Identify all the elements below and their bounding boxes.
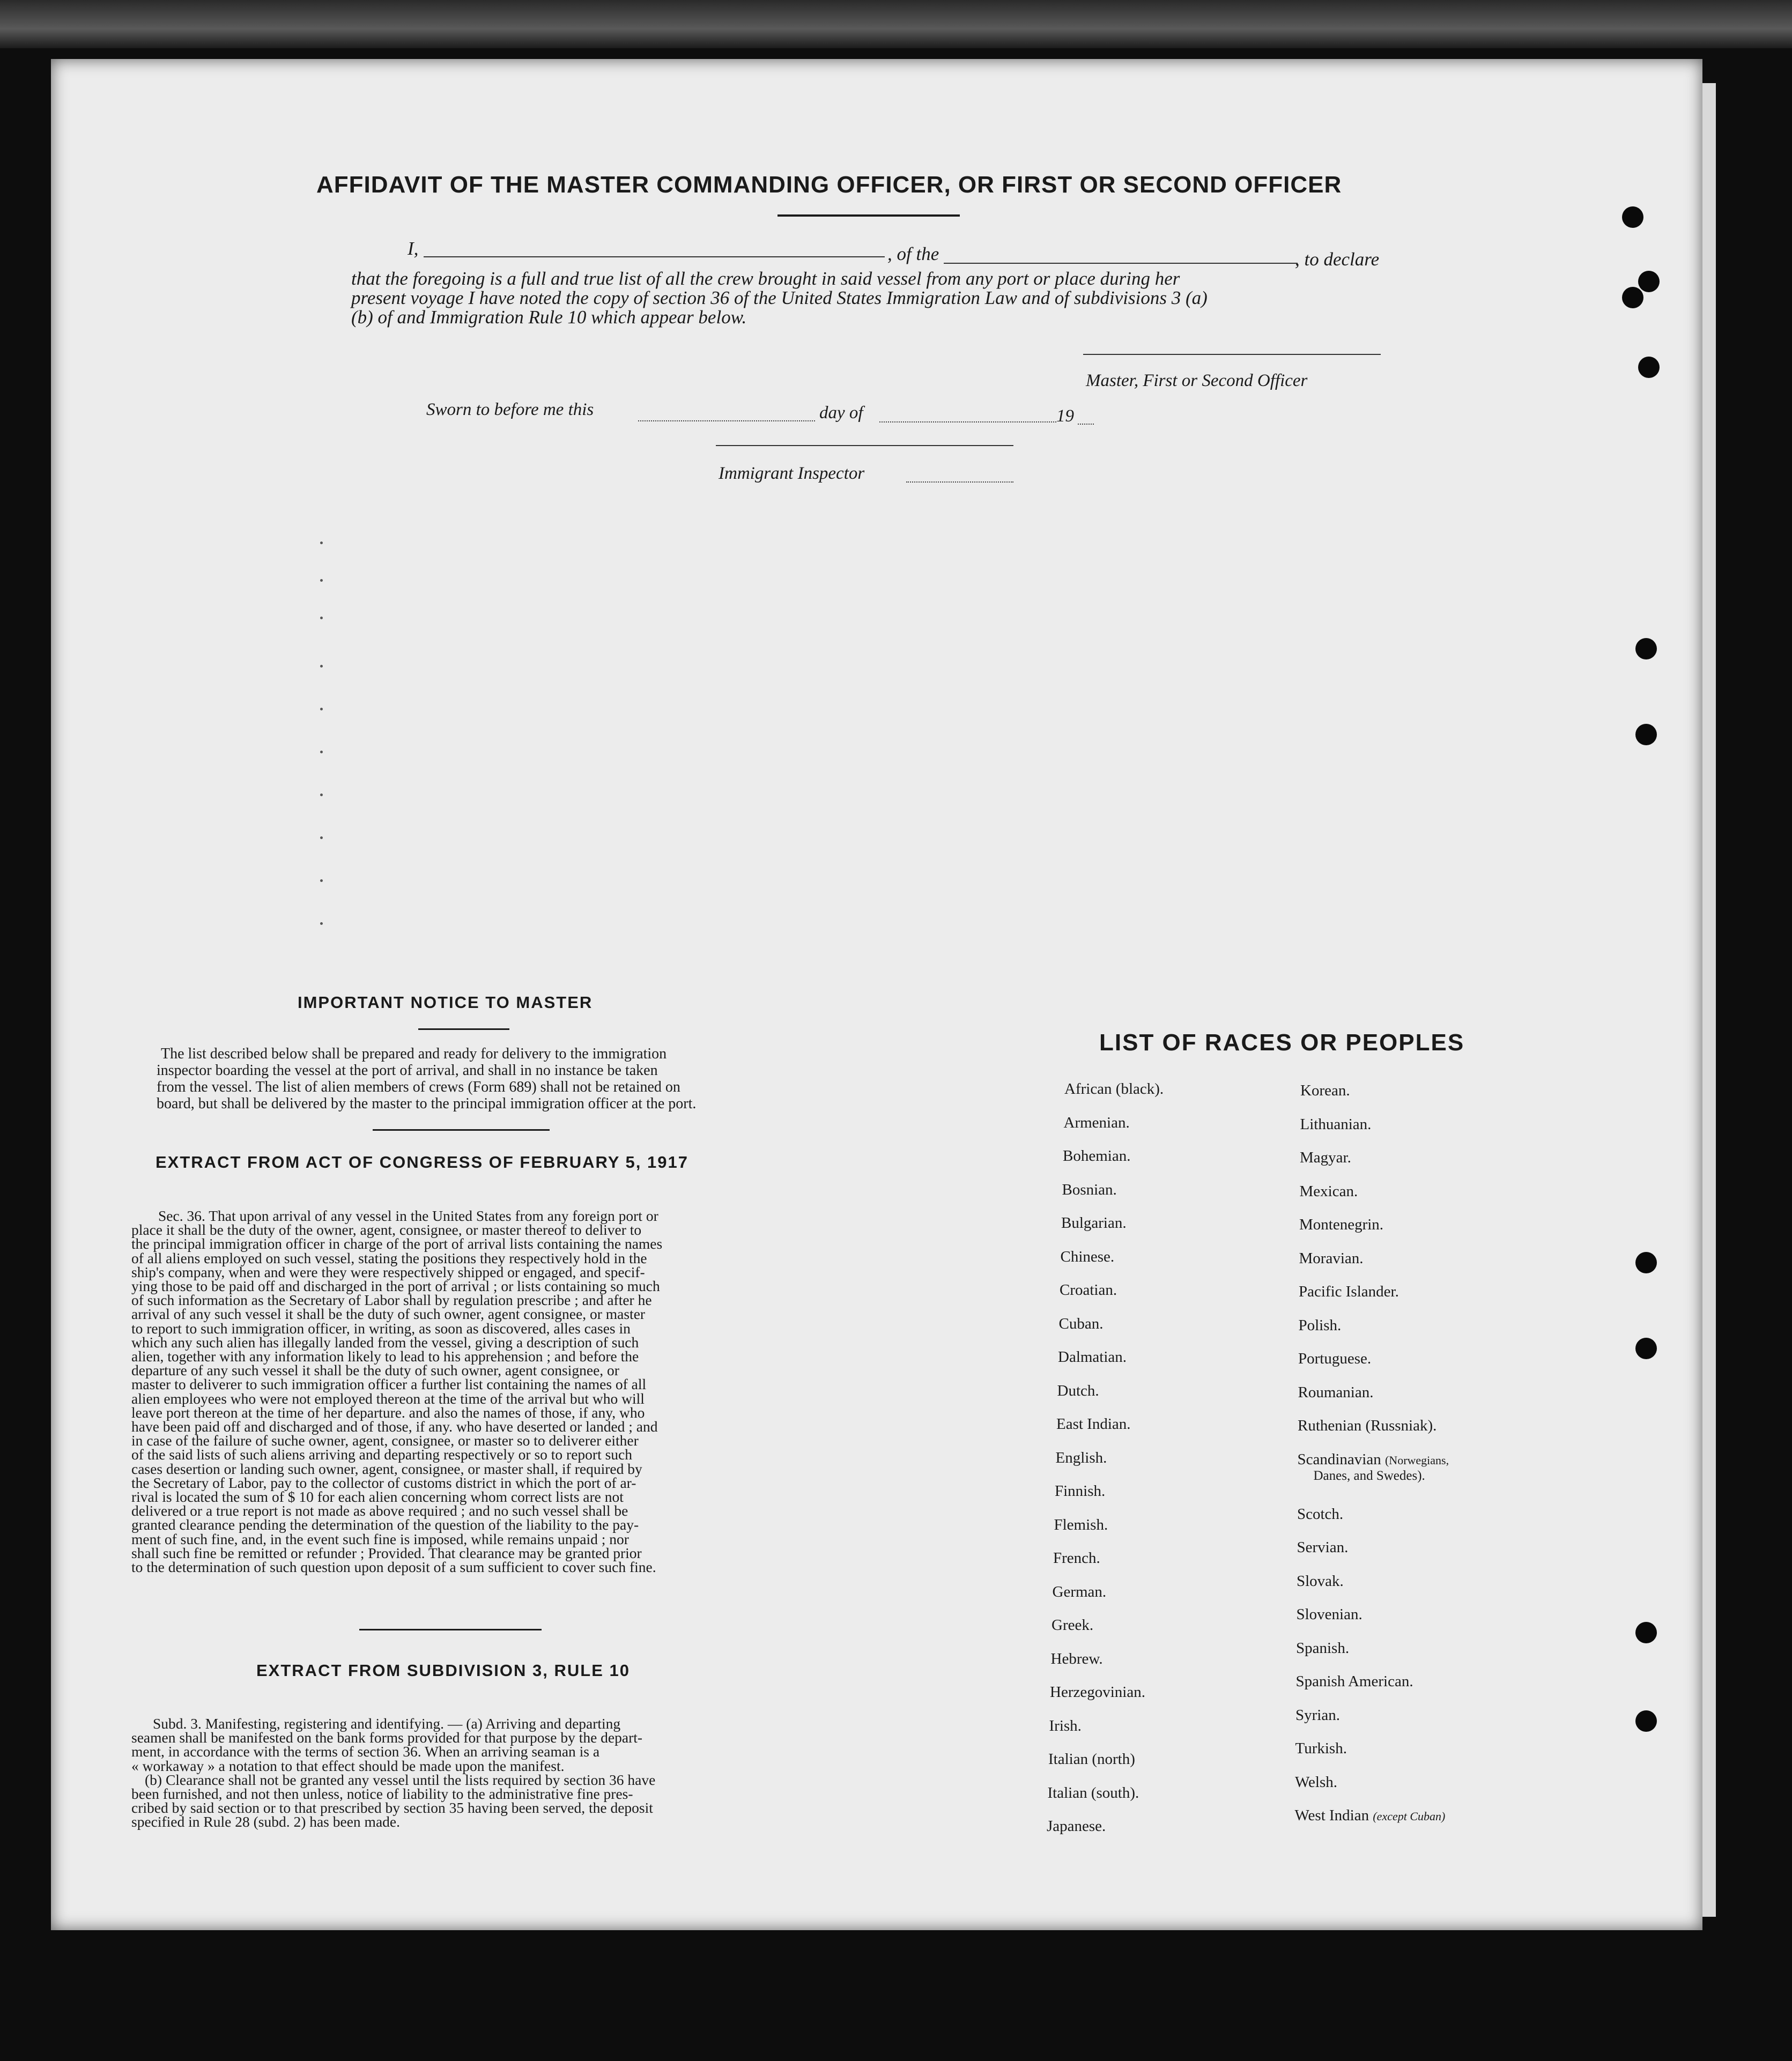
race-label: Lithuanian. bbox=[1300, 1115, 1372, 1133]
race-label: Montenegrin. bbox=[1299, 1216, 1384, 1233]
act-line: the Secretary of Labor, pay to the collector of customs district in which the port of ar- bbox=[131, 1474, 636, 1491]
race-item: Hebrew. bbox=[1050, 1650, 1103, 1667]
act-line: Sec. 36. That upon arrival of any vessel in the United States from any foreign port or bbox=[158, 1207, 658, 1224]
signature-line[interactable] bbox=[1083, 354, 1381, 355]
rule-line: been furnished, and not then unless, notice of liability to the administrative fine pres- bbox=[131, 1785, 633, 1803]
affidavit-title: AFFIDAVIT OF THE MASTER COMMANDING OFFICER, OR FIRST OR SECOND OFFICER bbox=[316, 172, 1342, 198]
race-label: Welsh. bbox=[1295, 1773, 1338, 1791]
race-label: Pacific Islander. bbox=[1299, 1283, 1399, 1300]
race-label: Scotch. bbox=[1297, 1505, 1344, 1523]
act-line: the principal immigration officer in charge of the port of arrival lists containing the names bbox=[131, 1235, 663, 1252]
race-item: Bulgarian. bbox=[1061, 1214, 1127, 1232]
bleed-dot bbox=[320, 665, 323, 668]
race-item: Cuban. bbox=[1058, 1315, 1104, 1332]
act-line: master to deliverer to such immigration officer a further list containing the names of all bbox=[131, 1376, 647, 1393]
race-item bbox=[1295, 1807, 1446, 1825]
notice-text bbox=[157, 1046, 771, 1112]
act-line: of the said lists of such aliens arriving and departing respectively or so to report such bbox=[131, 1446, 632, 1463]
race-item: Finnish. bbox=[1055, 1482, 1106, 1500]
race-item: Irish. bbox=[1049, 1717, 1082, 1734]
notice-underline bbox=[418, 1028, 509, 1030]
race-item bbox=[1295, 1740, 1347, 1758]
race-label: Roumanian. bbox=[1298, 1383, 1374, 1401]
notice-line: inspector boarding the vessel at the port of arrival, and shall in no instance be taken bbox=[157, 1062, 658, 1079]
sworn-prefix: Sworn to before me this bbox=[426, 400, 594, 419]
act-line: alien employees who were not employed thereon at the time of the arrival but who will bbox=[131, 1390, 645, 1407]
rule-line: seamen shall be manifested on the bank forms provided for that purpose by the depart- bbox=[131, 1729, 643, 1746]
race-item bbox=[1295, 1774, 1337, 1791]
sheet-edge bbox=[1702, 83, 1716, 1917]
race-item bbox=[1299, 1317, 1342, 1335]
rule-line: specified in Rule 28 (subd. 2) has been made. bbox=[131, 1813, 400, 1830]
name-blank[interactable] bbox=[424, 256, 885, 257]
race-item: Chinese. bbox=[1060, 1248, 1115, 1265]
race-label: Ruthenian (Russniak). bbox=[1298, 1417, 1437, 1434]
bleed-dot bbox=[320, 751, 323, 753]
race-label: Servian. bbox=[1297, 1539, 1349, 1556]
signature-label: Master, First or Second Officer bbox=[1086, 371, 1308, 390]
rule-line: « workaway » a notation to that effect should be made upon the manifest. bbox=[131, 1757, 565, 1774]
notice-line: from the vessel. The list of alien members of crews (Form 689) shall not be retained on bbox=[157, 1079, 680, 1095]
punch-hole bbox=[1638, 357, 1660, 378]
race-item: Flemish. bbox=[1054, 1516, 1108, 1533]
punch-hole bbox=[1638, 271, 1660, 292]
race-item bbox=[1297, 1573, 1344, 1590]
race-item bbox=[1300, 1183, 1358, 1200]
act-line: leave port thereon at the time of her departure. and also the names of those, if any, who bbox=[131, 1404, 645, 1421]
race-note: (except Cuban) bbox=[1373, 1810, 1446, 1823]
race-label: Slovenian. bbox=[1296, 1606, 1362, 1623]
sworn-month-blank[interactable] bbox=[879, 421, 1056, 422]
sworn-year: 19 bbox=[1056, 406, 1074, 426]
race-item: Greek. bbox=[1051, 1617, 1094, 1634]
act-line: ship's company, when and were they were respectively shipped or engaged, and specif- bbox=[131, 1263, 645, 1280]
act-line: of all aliens employed on such vessel, stating the positions they respectively hold in the bbox=[131, 1249, 647, 1266]
act-extract-title: EXTRACT FROM ACT OF CONGRESS OF FEBRUARY 5, 1917 bbox=[155, 1153, 688, 1172]
bleed-dot bbox=[320, 879, 323, 882]
bleed-dot bbox=[320, 617, 323, 619]
race-label: Magyar. bbox=[1300, 1149, 1351, 1166]
act-line: arrival of any such vessel it shall be the duty of such owner, agent consignee, or master bbox=[131, 1306, 646, 1323]
race-item: East Indian. bbox=[1056, 1415, 1131, 1433]
bleed-dot bbox=[320, 836, 323, 839]
race-item: English. bbox=[1055, 1449, 1107, 1466]
race-item: French. bbox=[1053, 1550, 1100, 1567]
race-item: Italian (south). bbox=[1047, 1784, 1139, 1801]
act-line: have been paid off and discharged and of those, if any. who have deserted or landed ; and bbox=[131, 1418, 658, 1435]
act-line: shall such fine be remitted or refunder ; Provided. That clearance may be granted prior bbox=[131, 1544, 642, 1561]
inspector-label: Immigrant Inspector bbox=[719, 464, 865, 483]
bleed-dot bbox=[320, 542, 323, 544]
race-item bbox=[1296, 1673, 1413, 1691]
race-item bbox=[1298, 1417, 1436, 1435]
notice-line: board, but shall be delivered by the master to the principal immigration officer at the port. bbox=[157, 1095, 697, 1112]
act-line: place it shall be the duty of the owner, agent, consignee, or master thereof to deliver to bbox=[131, 1221, 642, 1239]
race-item bbox=[1297, 1606, 1362, 1623]
race-item: Japanese. bbox=[1047, 1818, 1106, 1835]
act-extract-text bbox=[131, 1209, 769, 1574]
act-line: rival is located the sum of $ 10 for each alien concerning whom correct lists are not bbox=[131, 1488, 624, 1506]
affidavit-line-1: that the foregoing is a full and true list of all the crew brought in said vessel from any port or place during her bbox=[351, 268, 1180, 289]
act-line: to the determination of such question upon deposit of a sum sufficient to cover such fine. bbox=[131, 1559, 656, 1576]
sworn-date-blank[interactable] bbox=[638, 420, 815, 421]
bleed-dot bbox=[320, 794, 323, 796]
affidavit-I: I, bbox=[408, 238, 419, 259]
race-label: Slovak. bbox=[1297, 1572, 1344, 1590]
rule-extract-text bbox=[131, 1717, 769, 1829]
race-note: Danes, and Swedes). bbox=[1313, 1468, 1425, 1483]
act-line: in case of the failure of suche owner, agent, consignee, or master so to deliverer either bbox=[131, 1432, 639, 1449]
inspector-blank[interactable] bbox=[906, 481, 1013, 483]
punch-hole bbox=[1635, 1622, 1657, 1643]
inspector-signature-line[interactable] bbox=[716, 445, 1013, 446]
punch-hole bbox=[1622, 206, 1643, 228]
notice-divider bbox=[373, 1129, 550, 1131]
notice-title: IMPORTANT NOTICE TO MASTER bbox=[298, 993, 593, 1012]
act-line: ment of such fine, and, in the event such fine is imposed, while remains unpaid ; nor bbox=[131, 1530, 629, 1547]
rule-line: (b) Clearance shall not be granted any vessel until the lists required by section 36 have bbox=[145, 1771, 656, 1788]
races-title: LIST OF RACES OR PEOPLES bbox=[1099, 1029, 1465, 1056]
race-item: Bosnian. bbox=[1062, 1181, 1117, 1198]
race-item bbox=[1297, 1539, 1349, 1556]
punch-hole bbox=[1635, 1338, 1657, 1359]
rule-extract-title: EXTRACT FROM SUBDIVISION 3, RULE 10 bbox=[256, 1661, 630, 1680]
race-label: Polish. bbox=[1298, 1316, 1342, 1334]
race-item bbox=[1299, 1283, 1399, 1301]
race-label: Moravian. bbox=[1299, 1249, 1364, 1267]
act-line: delivered or a true report is not made as above required ; and no such vessel shall be bbox=[131, 1502, 628, 1519]
race-item: Italian (north) bbox=[1048, 1751, 1135, 1768]
affidavit-line-3: (b) of and Immigration Rule 10 which appear below. bbox=[351, 307, 747, 328]
race-item bbox=[1298, 1384, 1374, 1402]
race-item bbox=[1298, 1350, 1371, 1368]
race-note: (Norwegians, bbox=[1384, 1453, 1449, 1467]
act-line: departure of any such vessel it shall be the duty of such owner, agent consignee, or bbox=[131, 1362, 619, 1379]
act-divider bbox=[359, 1629, 542, 1630]
act-line: to report to such immigration officer, in writing, as soon as discovered, alles cases in bbox=[131, 1319, 631, 1337]
notice-line: The list described below shall be prepared and ready for delivery to the immigration bbox=[161, 1046, 667, 1062]
affidavit-of-the: , of the bbox=[887, 243, 939, 264]
race-item: German. bbox=[1052, 1583, 1107, 1600]
race-item: Dalmatian. bbox=[1058, 1348, 1127, 1366]
bleed-dot bbox=[320, 579, 323, 582]
race-item: Croatian. bbox=[1060, 1281, 1117, 1299]
race-item bbox=[1300, 1082, 1350, 1100]
affidavit-text bbox=[351, 269, 1381, 327]
punch-hole bbox=[1622, 287, 1643, 308]
punch-hole bbox=[1635, 1252, 1657, 1273]
rule-line: ment, in accordance with the terms of section 36. When an arriving seaman is a bbox=[131, 1743, 600, 1760]
race-item bbox=[1300, 1116, 1372, 1133]
rule-line: cribed by said section or to that prescribed by section 35 having been served, the deposit bbox=[131, 1799, 653, 1817]
race-item bbox=[1298, 1451, 1449, 1484]
race-label: Spanish. bbox=[1296, 1639, 1350, 1657]
race-item bbox=[1296, 1640, 1349, 1657]
rule-line: Subd. 3. Manifesting, registering and identifying. — (a) Arriving and departing bbox=[153, 1715, 621, 1732]
race-label: Turkish. bbox=[1295, 1740, 1347, 1757]
race-label: Mexican. bbox=[1299, 1182, 1358, 1200]
race-label: Scandinavian bbox=[1297, 1450, 1381, 1468]
race-item bbox=[1295, 1707, 1340, 1724]
race-label: West Indian bbox=[1294, 1807, 1369, 1824]
race-item: Bohemian. bbox=[1063, 1147, 1131, 1165]
bleed-dot bbox=[320, 922, 323, 925]
act-line: which any such alien has illegally landed from the vessel, giving a description of such bbox=[131, 1333, 639, 1351]
punch-hole bbox=[1635, 638, 1657, 659]
act-line: of such information as the Secretary of Labor shall by regulation prescribe ; and after he bbox=[131, 1292, 652, 1309]
punch-hole bbox=[1635, 724, 1657, 745]
race-item bbox=[1299, 1216, 1383, 1234]
race-item: Herzegovinian. bbox=[1050, 1684, 1145, 1701]
race-item bbox=[1300, 1149, 1351, 1167]
race-label: Spanish American. bbox=[1295, 1673, 1413, 1690]
race-item bbox=[1299, 1250, 1364, 1267]
bleed-dot bbox=[320, 708, 323, 710]
race-label: Korean. bbox=[1300, 1082, 1350, 1099]
race-item: Armenian. bbox=[1063, 1114, 1130, 1131]
race-item: Dutch. bbox=[1057, 1382, 1099, 1399]
sworn-day: day of bbox=[819, 403, 863, 422]
punch-hole bbox=[1635, 1710, 1657, 1732]
race-label: Syrian. bbox=[1295, 1706, 1340, 1724]
affidavit-to-declare: , to declare bbox=[1295, 249, 1380, 270]
act-line: granted clearance pending the determination of the question of the liability to the pay- bbox=[131, 1516, 639, 1533]
race-item: African (black). bbox=[1064, 1080, 1164, 1098]
title-underline bbox=[777, 214, 960, 217]
race-item bbox=[1297, 1506, 1343, 1523]
affidavit-line-2: present voyage I have noted the copy of section 36 of the United States Immigration Law and of subdivisions 3 (a) bbox=[351, 287, 1208, 308]
sworn-year-blank[interactable] bbox=[1078, 424, 1094, 425]
act-line: alien, together with any information likely to lead to his apprehension ; and before the bbox=[131, 1348, 639, 1365]
act-line: cases desertion or landing such owner, agent, consignee, or master shall, if required by bbox=[131, 1460, 642, 1477]
scanner-top-band bbox=[0, 0, 1792, 48]
race-label: Portuguese. bbox=[1298, 1350, 1372, 1367]
vessel-blank[interactable] bbox=[944, 263, 1298, 264]
act-line: ying those to be paid off and discharged in the port of arrival ; or lists containing so much bbox=[131, 1278, 660, 1295]
